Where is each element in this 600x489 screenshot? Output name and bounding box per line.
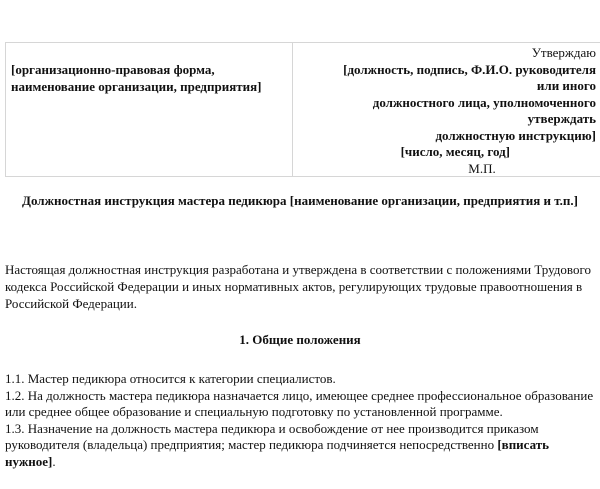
signer-line-4: утверждать <box>527 111 596 126</box>
title-text: Должностная инструкция мастера педикюра <box>22 193 287 208</box>
title-placeholder: [наименование организации, предприятия и т.п.] <box>289 193 578 208</box>
section-clauses <box>5 371 595 470</box>
clause-1-2: 1.2. На должность мастера педикюра назначается лицо, имеющее среднее профессиональное образование или среднее общее образование и специальную подготовку по установленной программе. <box>5 387 594 419</box>
header-table <box>5 42 600 177</box>
date-placeholder: [число, месяц, год] <box>400 144 510 159</box>
document-title <box>5 191 595 210</box>
approval-block <box>298 45 596 177</box>
clause-1-3 <box>5 421 595 471</box>
approve-label: Утверждаю <box>531 45 596 60</box>
clause-1-3-placeholder: [вписать нужное] <box>5 437 550 469</box>
stamp-label: М.П. <box>468 160 496 176</box>
signer-line-3: должностного лица, уполномоченного <box>372 94 596 110</box>
section-heading: 1. Общие положения <box>239 332 361 347</box>
clause-1-1: 1.1. Мастер педикюра относится к категории специалистов. <box>5 371 336 386</box>
signer-line-1: [должность, подпись, Ф.И.О. руководителя <box>343 61 596 77</box>
signer-line-2: или иного <box>536 78 596 93</box>
signer-line-5: должностную инструкцию] <box>435 127 596 143</box>
table-left-border <box>5 43 6 176</box>
intro-paragraph: Настоящая должностная инструкция разработана и утверждена в соответствии с положениями Трудового кодекса Российской Федерации и иных нормативных актов, регулирующих трудовые правоотношения в Российской Федерации. <box>5 262 591 311</box>
clause-1-3-text: 1.3. Назначение на должность мастера педикюра и освобождение от нее производится приказом руководителя (владельца) предприятия; мастер педикюра подчиняется непосредственно <box>5 420 539 452</box>
clause-1-3-end: . <box>52 453 56 469</box>
table-column-divider <box>292 43 293 176</box>
org-form-placeholder: [организационно-правовая форма, наименование организации, предприятия] <box>11 62 262 94</box>
